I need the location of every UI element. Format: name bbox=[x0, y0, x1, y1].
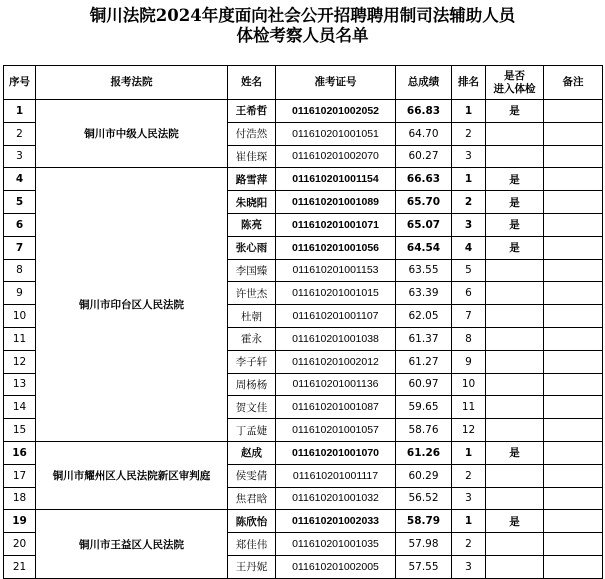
cell-ticket: 011610201001089 bbox=[276, 191, 396, 214]
cell-score: 64.54 bbox=[396, 236, 452, 259]
table-row bbox=[4, 100, 603, 123]
cell-exam bbox=[486, 396, 544, 419]
cell-seq: 17 bbox=[4, 464, 36, 487]
cell-rank: 1 bbox=[452, 510, 486, 533]
cell-note bbox=[544, 396, 603, 419]
cell-court: 铜川市印台区人民法院 bbox=[36, 168, 228, 442]
cell-exam bbox=[486, 419, 544, 442]
cell-exam: 是 bbox=[486, 100, 544, 123]
cell-name: 张心雨 bbox=[228, 236, 276, 259]
cell-seq: 10 bbox=[4, 305, 36, 328]
cell-rank: 4 bbox=[452, 236, 486, 259]
cell-score: 60.29 bbox=[396, 464, 452, 487]
cell-seq: 12 bbox=[4, 350, 36, 373]
table-body bbox=[4, 100, 603, 579]
cell-rank: 1 bbox=[452, 441, 486, 464]
cell-note bbox=[544, 464, 603, 487]
cell-ticket: 011610201002012 bbox=[276, 350, 396, 373]
cell-exam bbox=[486, 464, 544, 487]
cell-exam: 是 bbox=[486, 191, 544, 214]
cell-name: 丁孟婕 bbox=[228, 419, 276, 442]
cell-seq: 16 bbox=[4, 441, 36, 464]
cell-name: 陈亮 bbox=[228, 213, 276, 236]
cell-seq: 21 bbox=[4, 555, 36, 578]
cell-seq: 13 bbox=[4, 373, 36, 396]
cell-ticket: 011610201001057 bbox=[276, 419, 396, 442]
cell-note bbox=[544, 510, 603, 533]
cell-rank: 9 bbox=[452, 350, 486, 373]
cell-rank: 3 bbox=[452, 145, 486, 168]
cell-name: 陈欣怡 bbox=[228, 510, 276, 533]
cell-seq: 20 bbox=[4, 533, 36, 556]
header-ticket: 准考证号 bbox=[276, 66, 396, 100]
table-row bbox=[4, 168, 603, 191]
cell-rank: 1 bbox=[452, 100, 486, 123]
cell-name: 朱晓阳 bbox=[228, 191, 276, 214]
cell-score: 59.65 bbox=[396, 396, 452, 419]
cell-exam bbox=[486, 122, 544, 145]
cell-exam bbox=[486, 373, 544, 396]
cell-ticket: 011610201001154 bbox=[276, 168, 396, 191]
cell-name: 付浩然 bbox=[228, 122, 276, 145]
cell-score: 58.76 bbox=[396, 419, 452, 442]
cell-ticket: 011610201001117 bbox=[276, 464, 396, 487]
cell-note bbox=[544, 373, 603, 396]
cell-score: 62.05 bbox=[396, 305, 452, 328]
cell-rank: 12 bbox=[452, 419, 486, 442]
cell-exam: 是 bbox=[486, 168, 544, 191]
cell-note bbox=[544, 259, 603, 282]
cell-name: 周杨杨 bbox=[228, 373, 276, 396]
cell-seq: 1 bbox=[4, 100, 36, 123]
cell-name: 王希哲 bbox=[228, 100, 276, 123]
cell-court: 铜川市王益区人民法院 bbox=[36, 510, 228, 578]
header-note: 备注 bbox=[544, 66, 603, 100]
cell-rank: 5 bbox=[452, 259, 486, 282]
cell-ticket: 011610201001153 bbox=[276, 259, 396, 282]
cell-name: 李国臻 bbox=[228, 259, 276, 282]
cell-rank: 2 bbox=[452, 122, 486, 145]
cell-exam bbox=[486, 145, 544, 168]
cell-seq: 6 bbox=[4, 213, 36, 236]
cell-name: 霍永 bbox=[228, 327, 276, 350]
cell-rank: 2 bbox=[452, 191, 486, 214]
cell-note bbox=[544, 236, 603, 259]
cell-name: 杜朝 bbox=[228, 305, 276, 328]
cell-name: 许世杰 bbox=[228, 282, 276, 305]
cell-exam: 是 bbox=[486, 510, 544, 533]
header-rank: 排名 bbox=[452, 66, 486, 100]
cell-seq: 15 bbox=[4, 419, 36, 442]
cell-seq: 11 bbox=[4, 327, 36, 350]
cell-score: 57.98 bbox=[396, 533, 452, 556]
cell-score: 63.55 bbox=[396, 259, 452, 282]
header-court: 报考法院 bbox=[36, 66, 228, 100]
cell-seq: 8 bbox=[4, 259, 36, 282]
cell-name: 焦君晗 bbox=[228, 487, 276, 510]
cell-exam bbox=[486, 533, 544, 556]
cell-score: 63.39 bbox=[396, 282, 452, 305]
cell-ticket: 011610201001087 bbox=[276, 396, 396, 419]
cell-ticket: 011610201001136 bbox=[276, 373, 396, 396]
cell-ticket: 011610201001056 bbox=[276, 236, 396, 259]
cell-ticket: 011610201001051 bbox=[276, 122, 396, 145]
cell-seq: 2 bbox=[4, 122, 36, 145]
cell-note bbox=[544, 213, 603, 236]
cell-score: 66.63 bbox=[396, 168, 452, 191]
cell-name: 侯雯倩 bbox=[228, 464, 276, 487]
cell-name: 路雪萍 bbox=[228, 168, 276, 191]
cell-note bbox=[544, 305, 603, 328]
cell-rank: 10 bbox=[452, 373, 486, 396]
cell-exam bbox=[486, 555, 544, 578]
cell-score: 64.70 bbox=[396, 122, 452, 145]
cell-exam bbox=[486, 487, 544, 510]
cell-note bbox=[544, 145, 603, 168]
cell-seq: 3 bbox=[4, 145, 36, 168]
header-exam-line1: 是否 bbox=[504, 69, 525, 82]
cell-ticket: 011610201001038 bbox=[276, 327, 396, 350]
cell-note bbox=[544, 555, 603, 578]
cell-seq: 5 bbox=[4, 191, 36, 214]
cell-rank: 6 bbox=[452, 282, 486, 305]
cell-rank: 3 bbox=[452, 487, 486, 510]
header-seq: 序号 bbox=[4, 66, 36, 100]
cell-score: 60.97 bbox=[396, 373, 452, 396]
header-row bbox=[4, 66, 603, 100]
cell-exam bbox=[486, 259, 544, 282]
header-exam bbox=[486, 66, 544, 100]
cell-seq: 7 bbox=[4, 236, 36, 259]
header-exam-line2: 进入体检 bbox=[493, 82, 536, 95]
cell-name: 贺文佳 bbox=[228, 396, 276, 419]
cell-exam bbox=[486, 282, 544, 305]
cell-ticket: 011610201001035 bbox=[276, 533, 396, 556]
cell-ticket: 011610201002052 bbox=[276, 100, 396, 123]
cell-seq: 18 bbox=[4, 487, 36, 510]
cell-score: 60.27 bbox=[396, 145, 452, 168]
page-title: 铜川法院2024年度面向社会公开招聘聘用制司法辅助人员 bbox=[89, 6, 516, 25]
cell-score: 61.27 bbox=[396, 350, 452, 373]
cell-ticket: 011610201001070 bbox=[276, 441, 396, 464]
cell-rank: 2 bbox=[452, 464, 486, 487]
cell-rank: 11 bbox=[452, 396, 486, 419]
cell-exam: 是 bbox=[486, 441, 544, 464]
page-subtitle: 体检考察人员名单 bbox=[236, 26, 369, 45]
cell-exam bbox=[486, 327, 544, 350]
cell-rank: 3 bbox=[452, 213, 486, 236]
cell-name: 崔佳琛 bbox=[228, 145, 276, 168]
cell-score: 65.07 bbox=[396, 213, 452, 236]
cell-score: 61.37 bbox=[396, 327, 452, 350]
cell-score: 58.79 bbox=[396, 510, 452, 533]
cell-exam bbox=[486, 305, 544, 328]
cell-ticket: 011610201001071 bbox=[276, 213, 396, 236]
cell-name: 王丹妮 bbox=[228, 555, 276, 578]
cell-rank: 1 bbox=[452, 168, 486, 191]
cell-ticket: 011610201001107 bbox=[276, 305, 396, 328]
cell-ticket: 011610201002005 bbox=[276, 555, 396, 578]
cell-rank: 8 bbox=[452, 327, 486, 350]
table-row bbox=[4, 441, 603, 464]
cell-name: 赵成 bbox=[228, 441, 276, 464]
cell-note bbox=[544, 350, 603, 373]
candidates-table bbox=[3, 65, 603, 579]
cell-name: 李子轩 bbox=[228, 350, 276, 373]
cell-note bbox=[544, 282, 603, 305]
cell-note bbox=[544, 327, 603, 350]
cell-score: 66.83 bbox=[396, 100, 452, 123]
cell-rank: 2 bbox=[452, 533, 486, 556]
cell-rank: 3 bbox=[452, 555, 486, 578]
table-row bbox=[4, 510, 603, 533]
cell-ticket: 011610201001015 bbox=[276, 282, 396, 305]
cell-exam: 是 bbox=[486, 236, 544, 259]
cell-note bbox=[544, 441, 603, 464]
cell-exam bbox=[486, 350, 544, 373]
cell-note bbox=[544, 487, 603, 510]
cell-score: 61.26 bbox=[396, 441, 452, 464]
header-name: 姓名 bbox=[228, 66, 276, 100]
cell-name: 郑佳伟 bbox=[228, 533, 276, 556]
cell-note bbox=[544, 168, 603, 191]
cell-exam: 是 bbox=[486, 213, 544, 236]
cell-note bbox=[544, 191, 603, 214]
cell-note bbox=[544, 100, 603, 123]
cell-seq: 14 bbox=[4, 396, 36, 419]
cell-note bbox=[544, 419, 603, 442]
cell-score: 65.70 bbox=[396, 191, 452, 214]
cell-ticket: 011610201002070 bbox=[276, 145, 396, 168]
cell-score: 57.55 bbox=[396, 555, 452, 578]
cell-note bbox=[544, 533, 603, 556]
cell-note bbox=[544, 122, 603, 145]
cell-rank: 7 bbox=[452, 305, 486, 328]
cell-court: 铜川市耀州区人民法院新区审判庭 bbox=[36, 441, 228, 509]
header-score: 总成绩 bbox=[396, 66, 452, 100]
cell-ticket: 011610201001032 bbox=[276, 487, 396, 510]
cell-ticket: 011610201002033 bbox=[276, 510, 396, 533]
cell-seq: 9 bbox=[4, 282, 36, 305]
cell-court: 铜川市中级人民法院 bbox=[36, 100, 228, 168]
cell-seq: 4 bbox=[4, 168, 36, 191]
cell-seq: 19 bbox=[4, 510, 36, 533]
cell-score: 56.52 bbox=[396, 487, 452, 510]
